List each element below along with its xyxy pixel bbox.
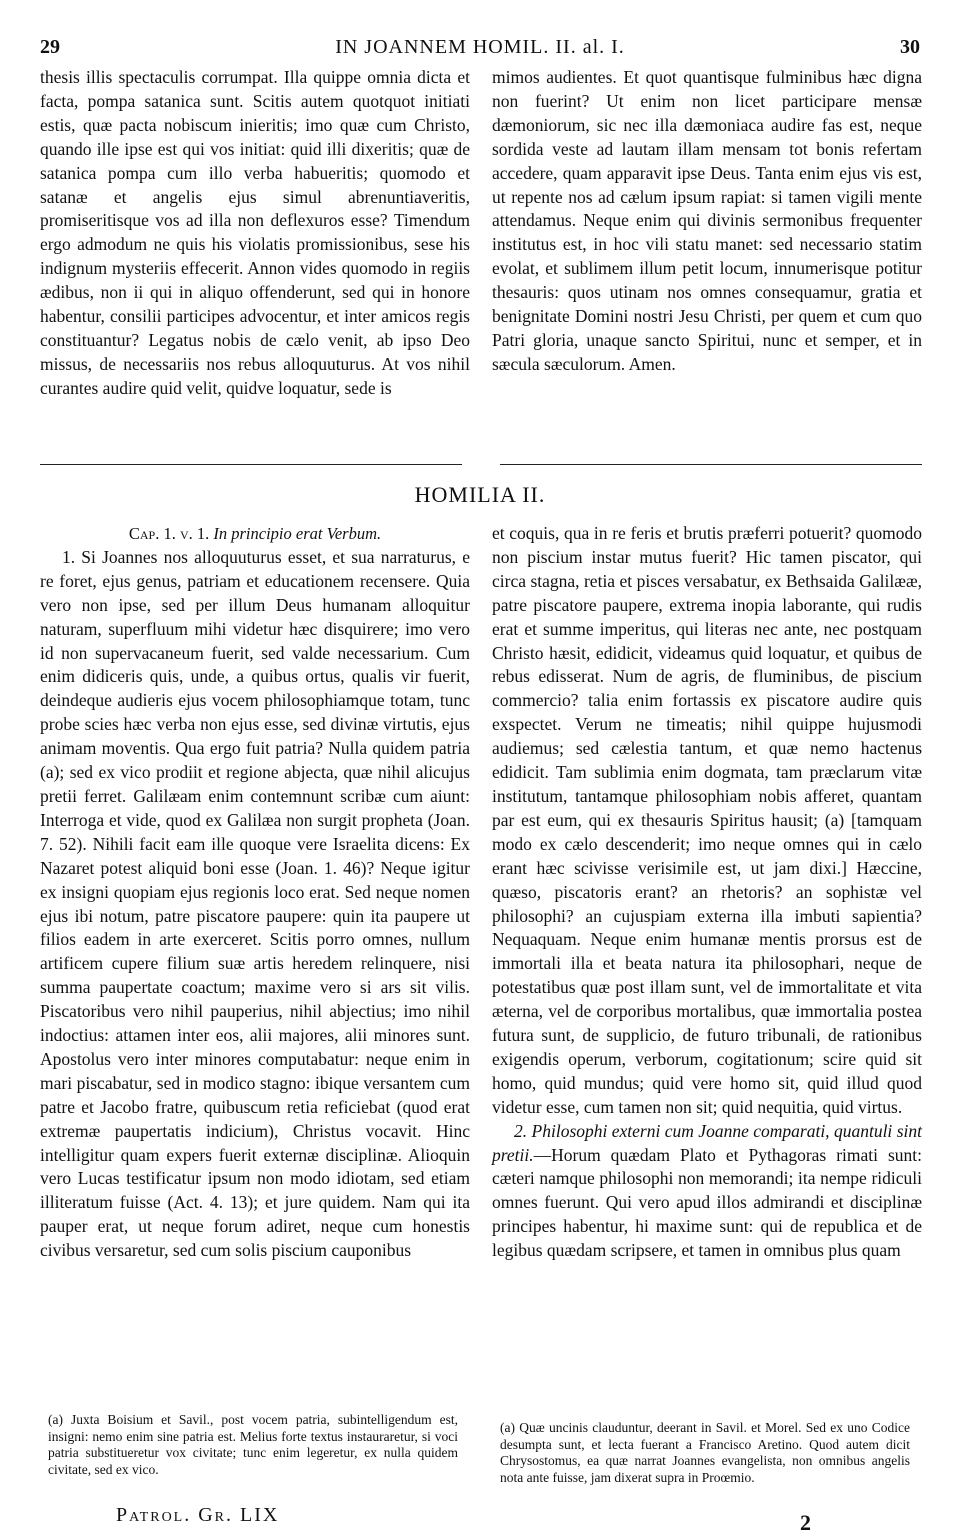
- section-2-text: —Horum quædam Plato et Pythagoras rimati sunt: cæteri namque philosophi non memorandi; ita nempe ridiculi omnes fuerunt. Qui vero apud illos admirandi et disciplinæ principes habentur, hi maxime sunt: qui de republica et de legibus quædam scripsere, et tamen in omnibus plus quam: [492, 1144, 922, 1261]
- chapter-label: Cap. 1. v. 1.: [128, 524, 210, 543]
- divider-right: [500, 464, 922, 465]
- bottom-right-column: [492, 522, 922, 1263]
- page-number-left: 29: [40, 36, 60, 58]
- chapter-verse-line: [40, 522, 470, 546]
- divider-left: [40, 464, 462, 465]
- top-right-text: mimos audientes. Et quot quantisque fulminibus hæc digna non fuerint? Ut enim non licet participare mensæ dæmoniorum, sic nec illa dæmoniaca audire fas est, neque sordida veste ad lautam illam mensam tot bonis refertam accedere, quam apparavit ipse Deus. Tanta enim ejus vis est, ut repente nos ad cælum ipsum rapiat: si tamen vigili mente attendamus. Neque enim qui divinis sermonibus frequenter institutus est, in hoc vili statu manet: sed necessario statim evolat, et sublimem illum petit locum, innumerisque potitur thesauris: quos utinam nos omnes consequamur, gratia et benignitate Domini nostri Jesu Christi, per quem et cum quo Patri gloria, unaque sancto Spiritui, nunc et semper, et in sæcula sæculorum. Amen.: [492, 67, 922, 374]
- top-left-text: thesis illis spectaculis corrumpat. Illa quippe omnia dicta et facta, pompa satanica sunt. Scitis autem quotquot initiati estis, quæ pacta nobiscum inieritis; imo quæ cum Christo, quando ille ipse est qui vos initiat: quid illi dixeritis; quæ de satanica pompa cum illo verba habueritis; quomodo et satanæ et angelis ejus simul abrenuntiaveritis, promiseritisque vos ad illa non deflexuros esse? Timendum ergo admodum ne quis his violatis promissionibus, sese his indignum mysteriis effecerit. Annon vides quomodo in regiis ædibus, non ii qui in aliquo offenderunt, sed qui in honore habentur, consilii participes advocentur, et inter amicos regis constituantur? Legatus nobis de cælo venit, ab ipso Deo missus, de necessariis nos rebus alloquuturus. At vos nihil curantes audire quid velit, quidve loquatur, sede is: [40, 67, 470, 398]
- section-2-heading: 2. Philosophi externi cum Joanne comparati, quantuli sint pretii.: [492, 1120, 922, 1165]
- top-left-column: [40, 66, 470, 401]
- signature-mark-left: Patrol. Gr. LIX: [116, 1504, 280, 1526]
- homily-title: HOMILIA II.: [414, 482, 546, 507]
- chapter-text: In principio erat Verbum.: [213, 524, 382, 543]
- top-right-column: [492, 66, 922, 377]
- running-header: [40, 36, 920, 60]
- bottom-left-column: [40, 522, 470, 1263]
- bottom-left-text: 1. Si Joannes nos alloquuturus esset, et sua narraturus, e re foret, ejus genus, patriam et educationem recensere. Quia vero non ipse, sed per illum Deus humanam alloquitur naturam, superfluum mihi videtur hæc disquirere; imo vero id non supervacaneum fuerit, sed valde necessarium. Cum enim didiceris quis, unde, a quibus ortus, qualis vir fuerit, deindeque audieris ejus vocem philosophiamque totam, tunc probe scies hæc verba non ejus esse, sed divinæ virtutis, ejus animam moventis. Qua ergo fuit patria? Nulla quidem patria (a); sed ex vico prodiit et regione abjecta, quæ nihil alicujus pretii ferret. Galilæam enim contemnunt scribæ cum aiunt: Interroga et vide, quod ex Galilæa non surgit propheta (Joan. 7. 52). Nihili facit eam ille quoque vere Israelita dicens: Ex Nazaret potest aliquid boni esse (Joan. 1. 46)? Neque igitur ex insigni quopiam ejus regionis loco erat. Sed neque nomen ejus ibi notum, patre piscatore paupere: quin ita paupere ut filios eadem in arte exerceret. Scitis porro omnes, nullum artificem cupere filium suæ artis heredem relinquere, nisi summa paupertate coactum; maxime vero si ars sit vilis. Piscatoribus vero nihil pauperius, nihil abjectius; imo nihil indoctius: attamen inter eos, alii majores, alii minores sunt. Apostolus vero inter minores computabatur: neque enim in mari piscabatur, sed in modico stagno: ibique versantem cum patre et Jacobo fratre, quibuscum retia reficiebat (quod erat extremæ paupertatis indicium), Christus vocavit. Hinc intelligitur quam expers fuerit externæ disciplinæ. Alioquin vero Lucas testificatur ipsum non modo idiotam, sed etiam illiteratum fuisse (Act. 4. 13); et jure quidem. Nam qui ita pauper erat, ut neque forum adiret, neque cum honestis civibus versaretur, sed cum solis piscium cauponibus: [40, 546, 470, 1261]
- running-title: IN JOANNEM HOMIL. II. al. I.: [335, 36, 625, 58]
- footnote-left: (a) Juxta Boisium et Savil., post vocem patria, subintelligendum est, insigni: nemo enim sine patria est. Melius forte textus instauraretur, si voci patria substitueretur vox civitate; tunc enim legeretur, ex nulla quidem civitate, sed ex vico.: [48, 1412, 458, 1477]
- page-number-right: 30: [900, 36, 920, 58]
- signature-mark-right: 2: [800, 1510, 811, 1535]
- bottom-right-text: et coquis, qua in re feris et brutis præferri potuerit? quomodo non piscium instar mutus fuerit? Hic tamen piscator, qui circa stagna, retia et pisces versabatur, ex Bethsaida Galilææ, patre piscatore paupere, extrema inopia laborante, qui rudis erat et summe imperitus, qui literas nec ante, nec postquam Christo hæsit, edidicit, videamus quid loquatur, et quibus de rebus edisserat. Num de agris, de fluminibus, de piscium commercio? talia enim fortassis ex piscatore audire quis exspectet. Verum ne timeatis; nihil quippe hujusmodi audiemus; sed cælestia tantum, et quæ nemo hactenus edidicit. Tam sublimia enim dogmata, tam præclarum vitæ institutum, tantamque philosophiam nobis afferet, quantam par est eum, qui ex thesauris Spiritus hausit; (a) [tamquam modo ex cælo descenderit; imo neque omnes qui in cælo erant hæc scivisse verisimile est, ut jam dixi.] Hæccine, quæso, piscatoris erant? an rhetoris? an sophistæ vel philosophi? an cujuspiam externa illa imbuti sapientia? Nequaquam. Neque enim humanæ mentis prorsus est de immortali illa et beata natura ita philosophari, neque de potestatibus quæ post illam sunt, vel de immortalitate et vita æterna, vel de corporibus mortalibus, quæ immortalia postea futura sunt, de supplicio, de futuro tribunali, de rationibus exigendis operum, verborum, cogitationum; scire quid sit homo, quid mundus; quid vere homo sit, quid illud quod videtur esse, cum tamen non sit; quid nequitia, quid virtus.: [492, 523, 922, 1117]
- section-2-paragraph: [492, 1120, 922, 1263]
- footnote-right: (a) Quæ uncinis clauduntur, deerant in Savil. et Morel. Sed ex uno Codice desumpta sunt, et lecta fuerant a Francisco Aretino. Quod autem dicit Chrysostomus, ea quæ narrat Joannes evangelista, non omnibus angelis nota ante fuisse, jam dixerat supra in Proœmio.: [500, 1420, 910, 1485]
